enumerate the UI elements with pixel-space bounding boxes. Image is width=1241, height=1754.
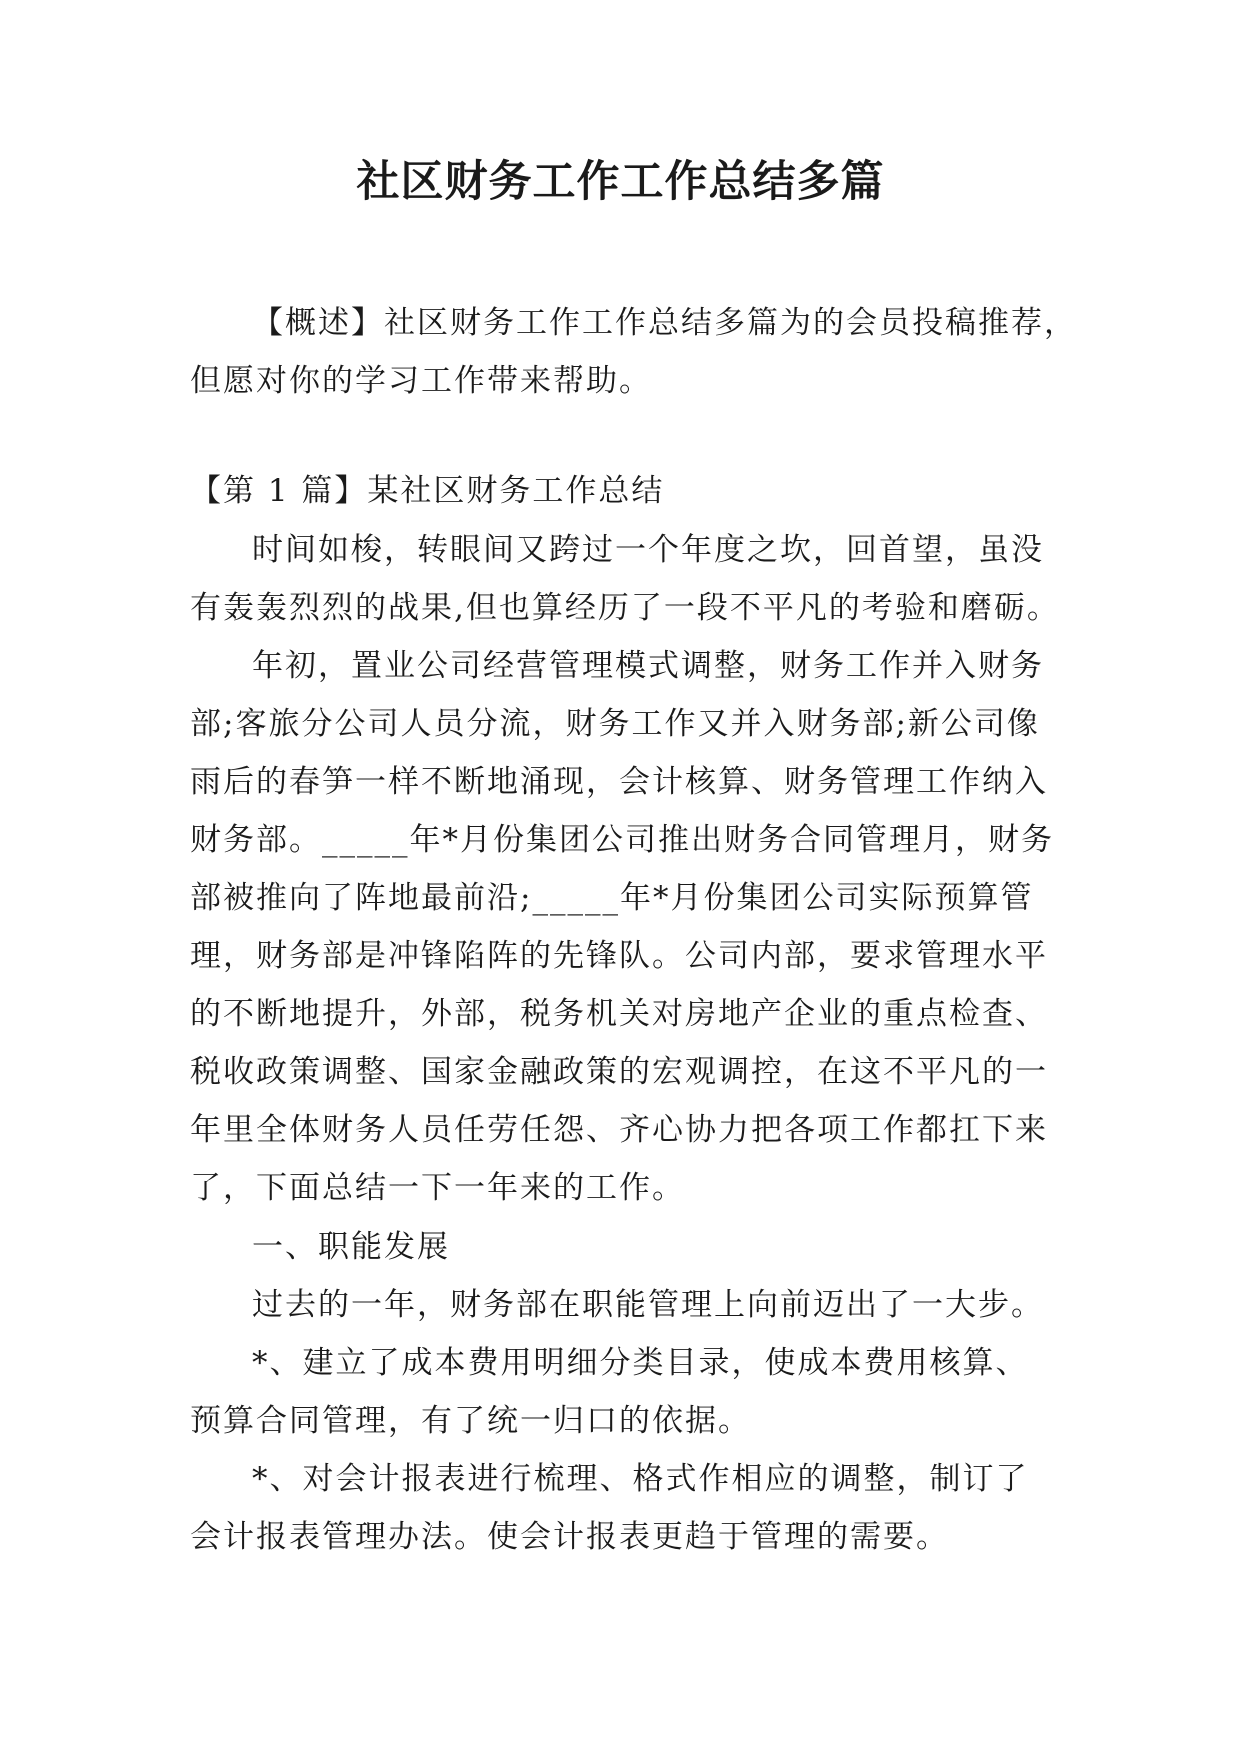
context-line: 年初，置业公司经营管理模式调整，财务工作并入财务 (252, 648, 1044, 684)
section-heading-text: 一、职能发展 (252, 1229, 450, 1265)
context-line: 年里全体财务人员任劳任怨、齐心协力把各项工作都扛下来 (190, 1112, 1048, 1148)
context-line: 理，财务部是冲锋陷阵的先锋队。公司内部，要求管理水平 (190, 938, 1048, 974)
section-lead-paragraph (190, 1276, 1060, 1334)
section-heading (190, 1218, 1060, 1276)
intro-line: 时间如梭，转眼间又跨过一个年度之坎，回首望，虽没 (252, 532, 1044, 568)
list-item-line: *、建立了成本费用明细分类目录，使成本费用核算、 (252, 1345, 1029, 1381)
intro-line: 有轰轰烈烈的战果,但也算经历了一段不平凡的考验和磨砺。 (190, 590, 1060, 626)
article-heading-text: 【第 1 篇】某社区财务工作总结 (190, 473, 665, 509)
article-heading (190, 462, 1060, 520)
context-line: 的不断地提升，外部，税务机关对房地产企业的重点检查、 (190, 996, 1048, 1032)
context-line: 财务部。_____年*月份集团公司推出财务合同管理月，财务 (190, 822, 1054, 858)
section-lead-text: 过去的一年，财务部在职能管理上向前迈出了一大步。 (252, 1287, 1044, 1323)
context-line: 税收政策调整、国家金融政策的宏观调控，在这不平凡的一 (190, 1054, 1048, 1090)
list-item-line: *、对会计报表进行梳理、格式作相应的调整，制订了 (252, 1461, 1029, 1497)
context-line: 了，下面总结一下一年来的工作。 (190, 1170, 685, 1206)
list-item-line: 预算合同管理，有了统一归口的依据。 (190, 1403, 751, 1439)
summary-paragraph (190, 294, 1077, 410)
summary-line: 但愿对你的学习工作带来帮助。 (190, 363, 652, 399)
summary-line: 【概述】社区财务工作工作总结多篇为的会员投稿推荐， (252, 305, 1077, 341)
context-line: 部被推向了阵地最前沿;_____年*月份集团公司实际预算管 (190, 880, 1034, 916)
context-line: 雨后的春笋一样不断地涌现，会计核算、财务管理工作纳入 (190, 764, 1048, 800)
document-title: 社区财务工作工作总结多篇 (356, 157, 885, 207)
list-item (190, 1450, 1060, 1566)
intro-paragraph (190, 521, 1060, 637)
list-item-line: 会计报表管理办法。使会计报表更趋于管理的需要。 (190, 1519, 949, 1555)
list-item (190, 1334, 1060, 1450)
context-paragraph (190, 637, 1060, 1217)
context-line: 部;客旅分公司人员分流，财务工作又并入财务部;新公司像 (190, 706, 1040, 742)
